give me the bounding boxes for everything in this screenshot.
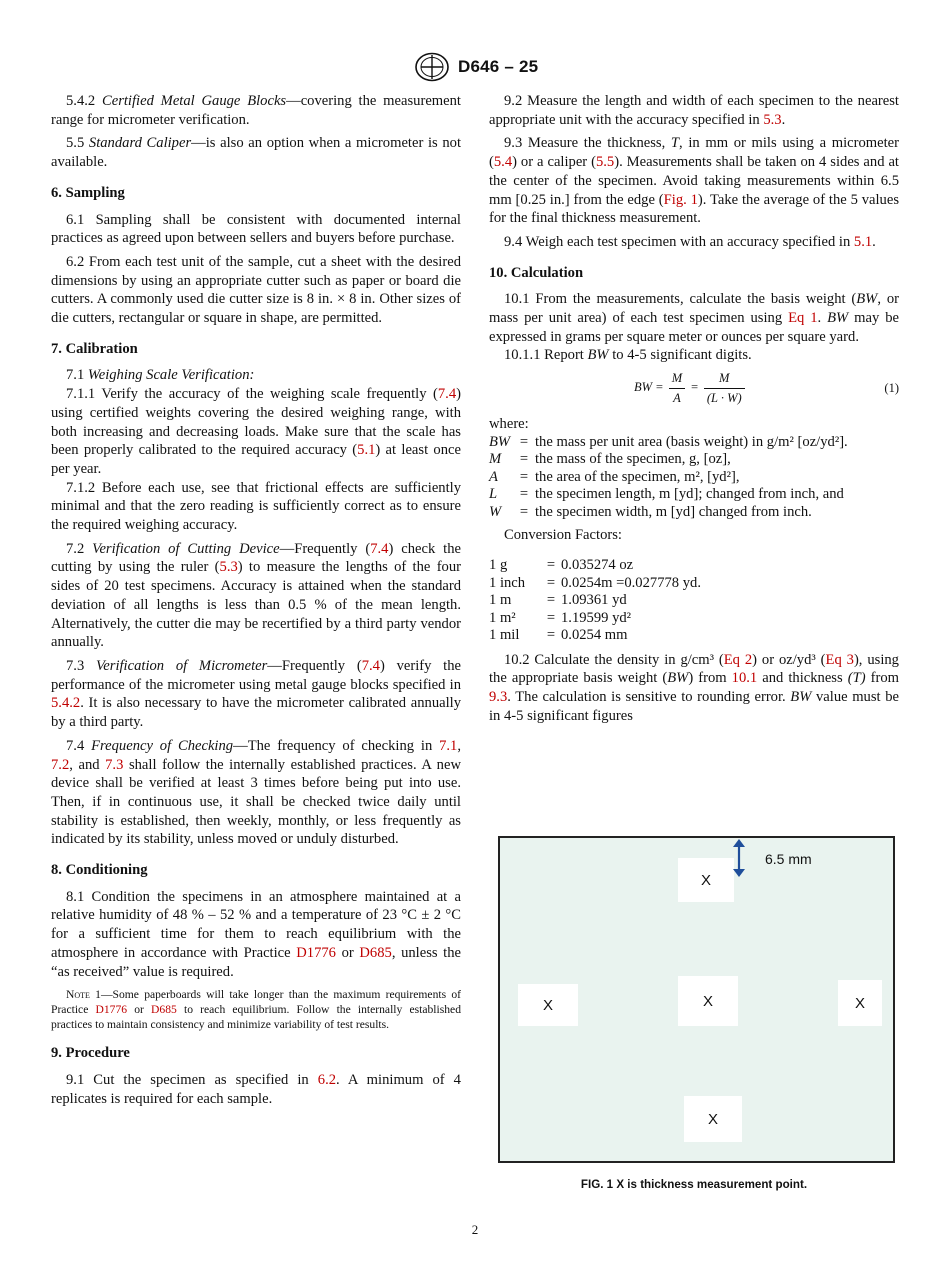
ref-link[interactable]: D1776 <box>95 1003 128 1017</box>
section-heading-calibration: 7. Calibration <box>51 340 138 357</box>
equation-1 <box>489 367 899 407</box>
page-number: 2 <box>471 1222 479 1237</box>
ref-link[interactable]: 5.4 <box>493 154 513 171</box>
ref-link[interactable]: 7.4 <box>437 386 457 403</box>
para-9-4: 9.4 Weigh each test specimen with an accuracy specified in 5.1. <box>504 233 876 250</box>
list-item: M = the mass of the specimen, g, [oz], <box>489 451 731 468</box>
para-9-3: 9.3 Measure the thickness, T, in mm or mils using a micrometer (5.4) or a caliper (5.5). Measurements shall be taken on 4 sides and at the center of the specimen. Avoid taking measurements within 6.5 mm [0.25 in.] from the edge (Fig. 1). Take the average of the 5 values for the final thickness measurement. <box>489 135 899 227</box>
para-9-2: 9.2 Measure the length and width of each specimen to the nearest appropriate unit with the accuracy specified in 5.3. <box>489 93 899 128</box>
para-10-1-1: 10.1.1 Report BW to 4-5 significant digits. <box>504 347 752 364</box>
para-7-1-1: 7.1.1 Verify the accuracy of the weighing scale frequently (7.4) using certified weights covering the desired weighing range, with both increasing and decreasing loads. Make sure that the scale has been properly calibrated to the required accuracy (5.1) at least once per year. <box>51 386 461 477</box>
section-heading-conditioning: 8. Conditioning <box>51 862 148 879</box>
list-item: W = the specimen width, m [yd] changed from inch. <box>489 503 812 520</box>
right-column <box>489 92 899 730</box>
measurement-point-right: X <box>838 980 882 1026</box>
ref-link[interactable]: D1776 <box>296 944 336 961</box>
para-6-1: 6.1 Sampling shall be consistent with documented internal practices as agreed upon between sellers and buyers before purchase. <box>51 211 461 247</box>
ref-link[interactable]: 7.1 <box>439 737 458 754</box>
dimension-label: 6.5 mm <box>765 851 812 867</box>
para-7-1-2: 7.1.2 Before each use, see that frictional effects are sufficiently minimal and that the zero reading is sufficiently correct as to ensure the required weighing accuracy. <box>51 479 461 534</box>
ref-link[interactable]: Eq 3 <box>825 651 854 668</box>
ref-link[interactable]: D685 <box>151 1003 177 1017</box>
section-heading-procedure: 9. Procedure <box>51 1045 130 1062</box>
left-column <box>51 92 461 1113</box>
ref-link[interactable]: 5.3 <box>763 111 782 128</box>
equation-body: BW = $\frac{M}{A}$ = $\frac{M}{(L \cdot W)}$ <box>634 369 747 407</box>
ref-link[interactable]: 10.1 <box>731 670 758 687</box>
conversion-factors <box>489 557 701 645</box>
para-7-1: 7.1 Weighing Scale Verification: <box>66 367 255 384</box>
measurement-point-bottom: X <box>684 1096 742 1142</box>
symbol-definitions <box>489 434 848 522</box>
measurement-point-left: X <box>518 984 578 1026</box>
ref-link[interactable]: 5.1 <box>357 442 376 459</box>
ref-link[interactable]: 5.4.2 <box>51 695 81 712</box>
ref-link[interactable]: 5.5 <box>595 154 615 171</box>
para-5-5: 5.5 Standard Caliper—is also an option when a micrometer is not available. <box>51 135 462 171</box>
document-id: D646 – 25 <box>458 57 539 76</box>
para-10-1: 10.1 From the measurements, calculate the basis weight (BW, or mass per unit area) of each test specimen using Eq 1. BW may be expressed in grams per square meter or ounces per square yard. <box>489 291 899 345</box>
measurement-point-top: X <box>678 858 734 902</box>
ref-link[interactable]: 7.4 <box>370 540 389 557</box>
ref-link[interactable]: 7.3 <box>105 756 124 773</box>
page-header <box>0 52 950 86</box>
list-item: A = the area of the specimen, m², [yd²], <box>489 468 740 485</box>
ref-link[interactable]: Fig. 1 <box>663 191 698 208</box>
para-7-2: 7.2 Verification of Cutting Device—Frequently (7.4) check the cutting by using the ruler (5.3) to measure the lengths of the four sides of 20 test specimens. Accuracy is attained when the standard deviation of all lengths is less than 0.5 % of the mean length. Alternatively, the cutter die may be recertified by a third party vendor annually. <box>51 540 462 651</box>
list-item: L = the specimen length, m [yd]; changed from inch, and <box>489 486 844 503</box>
figure-1-specimen-diagram <box>498 836 895 1163</box>
ref-link[interactable]: Eq 2 <box>723 651 753 668</box>
para-6-2: 6.2 From each test unit of the sample, cut a sheet with the desired dimensions by using an appropriate cutter such as paper or board die cutters. A commonly used die cutter size is 8 in. × 8 in. Other sizes of die cutters, rectangular or square in shape, are permitted. <box>51 253 461 327</box>
list-item: BW = the mass per unit area (basis weight) in g/m² [oz/yd²]. <box>489 433 848 450</box>
note-1: Note 1—Some paperboards will take longer than the maximum requirements of Practice D1776 or D685 to reach equilibrium. Follow the internally established practices to maintain consistency and minimize variability of test results. <box>51 988 461 1032</box>
list-item: 1 mil = 0.0254 mm <box>489 627 628 644</box>
para-9-1: 9.1 Cut the specimen as specified in 6.2. A minimum of 4 replicates is required for each sample. <box>51 1071 461 1107</box>
para-7-4: 7.4 Frequency of Checking—The frequency of checking in 7.1, 7.2, and 7.3 shall follow the internally established practices. A new device shall be verified at least 3 times before being put into use. Then, if in continuous use, it shall be checked twice daily until stability is established, then weekly, monthly, or less frequently as indicated by its stability, unless moved or unduly disturbed. <box>51 737 461 848</box>
list-item: 1 m = 1.09361 yd <box>489 592 627 609</box>
list-item: 1 g = 0.035274 oz <box>489 557 634 574</box>
ref-link[interactable]: Eq 1 <box>788 310 818 327</box>
conversion-factors-title: Conversion Factors: <box>504 527 622 544</box>
list-item: 1 inch = 0.0254m =0.027778 yd. <box>489 574 701 591</box>
ref-link[interactable]: 6.2 <box>317 1071 337 1088</box>
astm-logo-icon <box>414 52 450 82</box>
para-10-2: 10.2 Calculate the density in g/cm³ (Eq 2) or oz/yd³ (Eq 3), using the appropriate basis weight (BW) from 10.1 and thickness (T) from 9.3. The calculation is sensitive to rounding error. BW value must be in 4-5 significant figures <box>489 651 899 724</box>
figure-caption: FIG. 1 X is thickness measurement point. <box>580 1178 808 1191</box>
ref-link[interactable]: D685 <box>359 944 392 961</box>
ref-link[interactable]: 9.3 <box>489 688 508 705</box>
para-8-1: 8.1 Condition the specimens in an atmosphere maintained at a relative humidity of 48 % – 52 % and a temperature of 23 °C ± 2 °C for a sufficient time for them to reach equilibrium with the atmosphere in accordance with Practice D1776 or D685, unless the “as received” value is required. <box>51 888 461 980</box>
para-7-3: 7.3 Verification of Micrometer—Frequently (7.4) verify the performance of the micrometer using metal gauge blocks specified in 5.4.2. It is also necessary to have the micrometer calibrated annually by a third party. <box>51 657 461 731</box>
section-heading-calculation: 10. Calculation <box>489 264 584 281</box>
ref-link[interactable]: 5.3 <box>219 559 238 576</box>
dimension-arrow-icon <box>730 838 748 878</box>
ref-link[interactable]: 7.2 <box>51 756 70 773</box>
ref-link[interactable]: 7.4 <box>361 657 380 674</box>
list-item: 1 m² = 1.19599 yd² <box>489 609 632 626</box>
measurement-point-center: X <box>678 976 738 1026</box>
section-heading-sampling: 6. Sampling <box>51 184 125 201</box>
ref-link[interactable]: 5.1 <box>853 233 873 250</box>
where-label: where: <box>489 416 529 433</box>
para-5-4-2: 5.4.2 Certified Metal Gauge Blocks—covering the measurement range for micrometer verification. <box>51 93 461 128</box>
equation-number: (1) <box>884 381 899 396</box>
